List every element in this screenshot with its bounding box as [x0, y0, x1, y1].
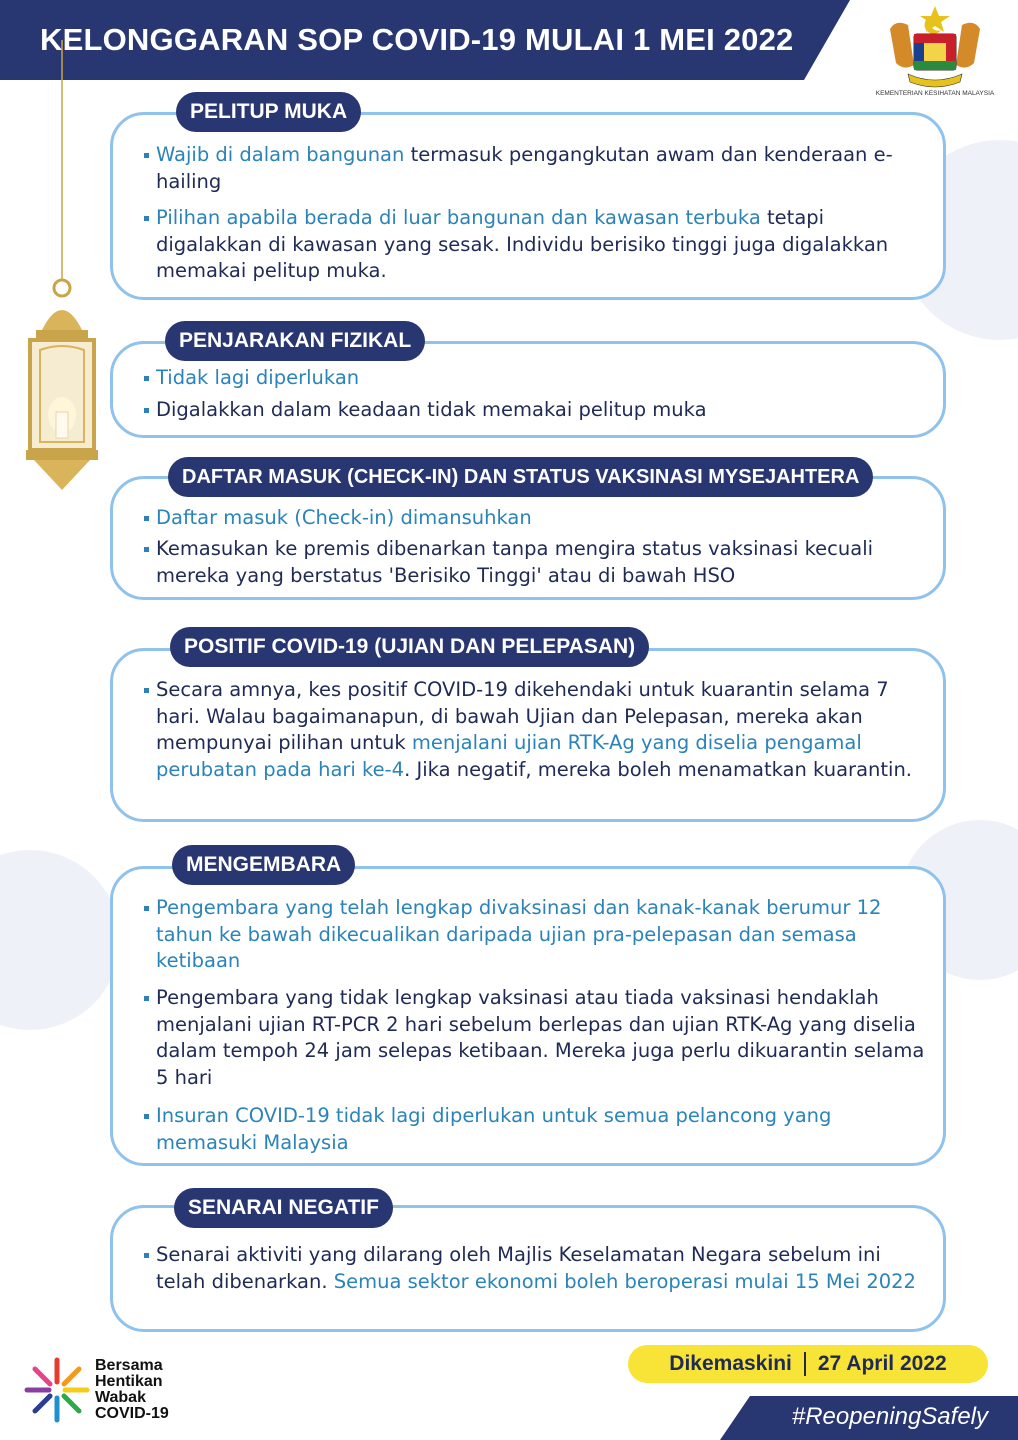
divider [804, 1352, 806, 1376]
list-item: Senarai aktiviti yang dilarang oleh Majlis Keselamatan Negara sebelum ini telah dibenarkan. Semua sektor ekonomi boleh beroperasi mulai 15 Mei 2022 [156, 1242, 936, 1295]
list-item: Insuran COVID-19 tidak lagi diperlukan untuk semua pelancong yang memasuki Malaysia [156, 1103, 936, 1156]
list-item: Secara amnya, kes positif COVID-19 dikehendaki untuk kuarantin selama 7 hari. Walau bagaimanapun, di bawah Ujian dan Pelepasan, mereka akan mempunyai pilihan untuk menjalani ujian RTK-Ag yang diselia pengamal perubatan pada hari ke-4. Jika negatif, mereka boleh menamatkan kuarantin. [156, 677, 936, 783]
section-title-physical-distancing: PENJARAKAN FIZIKAL [165, 321, 425, 361]
malaysia-coat-of-arms-icon [880, 4, 990, 94]
background-shape [0, 850, 120, 1030]
campaign-slogan: Bersama Hentikan Wabak COVID-19 [95, 1357, 169, 1422]
page-title: KELONGGARAN SOP COVID-19 MULAI 1 MEI 2022 [40, 22, 794, 57]
list-item: Daftar masuk (Check-in) dimansuhkan [156, 505, 936, 532]
section-title-positive-covid: POSITIF COVID-19 (UJIAN DAN PELEPASAN) [170, 627, 649, 667]
updated-label: Dikemaskini [669, 1352, 792, 1375]
updated-date: 27 April 2022 [817, 1352, 947, 1375]
list-item: Pilihan apabila berada di luar bangunan dan kawasan terbuka tetapi digalakkan di kawasan yang sesak. Individu berisiko tinggi juga digalakkan memakai pelitup muka. [156, 205, 936, 285]
section-title-negative-list: SENARAI NEGATIF [174, 1188, 393, 1228]
list-item: Digalakkan dalam keadaan tidak memakai pelitup muka [156, 397, 936, 424]
lantern-icon [12, 40, 112, 500]
list-item: Pengembara yang tidak lengkap vaksinasi atau tiada vaksinasi hendaklah menjalani ujian RT-PCR 2 hari sebelum berlepas dan ujian RTK-Ag yang diselia dalam tempoh 24 jam selepas ketibaan. Mereka juga perlu dikuarantin selama 5 hari [156, 985, 936, 1091]
ministry-name: KEMENTERIAN KESIHATAN MALAYSIA [875, 90, 995, 97]
campaign-logo-icon [22, 1355, 92, 1425]
section-title-check-in: DAFTAR MASUK (CHECK-IN) DAN STATUS VAKSINASI MYSEJAHTERA [168, 457, 873, 497]
updated-date-badge [628, 1345, 988, 1383]
list-item: Tidak lagi diperlukan [156, 365, 936, 392]
section-title-face-mask: PELITUP MUKA [176, 92, 361, 132]
list-item: Wajib di dalam bangunan termasuk pengangkutan awam dan kenderaan e-hailing [156, 142, 936, 195]
section-title-travel: MENGEMBARA [172, 845, 355, 885]
hashtag: #ReopeningSafely [791, 1403, 988, 1430]
list-item: Kemasukan ke premis dibenarkan tanpa mengira status vaksinasi kecuali mereka yang berstatus 'Berisiko Tinggi' atau di bawah HSO [156, 536, 936, 589]
list-item: Pengembara yang telah lengkap divaksinasi dan kanak-kanak berumur 12 tahun ke bawah dikecualikan daripada ujian pra-pelepasan dan semasa ketibaan [156, 895, 936, 975]
